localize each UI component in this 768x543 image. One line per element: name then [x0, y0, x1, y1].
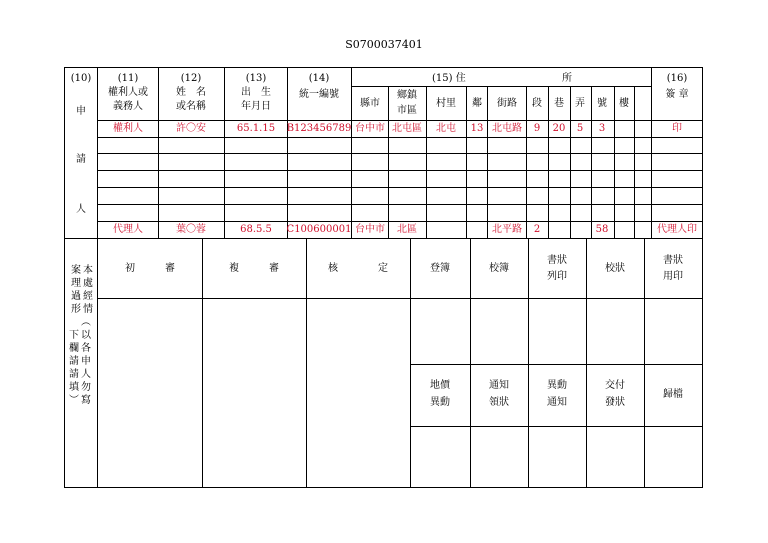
row1-role: 權利人 [113, 123, 143, 134]
proof-register-header: 校簿 [489, 263, 509, 274]
col16-label: 簽 章 [665, 89, 689, 100]
approval-header: 核 定 [328, 263, 388, 274]
process-side-label-col2 [70, 264, 82, 316]
process-side-char: 請 [69, 369, 79, 380]
row2-seal: 代理人印 [657, 224, 697, 235]
process-side-label-col1 [82, 264, 94, 316]
col11-label-line2: 義務人 [113, 101, 143, 112]
col10-number: (10) [70, 73, 92, 84]
row2-birth: 68.5.5 [240, 224, 272, 235]
col12-label-line1: 姓 名 [176, 87, 206, 98]
col14-label: 統一編號 [299, 89, 339, 100]
addr-street-header: 街路 [497, 98, 517, 109]
process-side-char: ︵ [81, 317, 91, 328]
cert-print-header-line1: 書狀 [547, 255, 567, 266]
col11-label-line1: 權利人或 [108, 87, 148, 98]
process-side-char: 形 [71, 304, 81, 315]
addr-town-header-line1: 鄉鎮 [397, 90, 417, 101]
process-side-char: 請 [69, 356, 79, 367]
col11-number: (11) [117, 73, 139, 84]
applicant-side-char-2: 請 [76, 154, 86, 165]
notice-header-line2: 領狀 [489, 397, 509, 408]
notice-header-line1: 通知 [489, 380, 509, 391]
col13-label-line1: 出 生 [241, 87, 271, 98]
row2-town: 北區 [397, 224, 417, 235]
addr-town-header-line2: 市區 [397, 105, 417, 116]
process-side-char: 案 [71, 265, 81, 276]
process-side-char: 下 [69, 330, 79, 341]
cert-seal-header-line2: 用印 [663, 271, 683, 282]
process-side-char: 寫 [81, 395, 91, 406]
process-side-label-col4 [68, 329, 80, 407]
process-side-char: 勿 [81, 382, 91, 393]
row1-birth: 65.1.15 [236, 123, 276, 134]
addr-neighbor-header: 鄰 [472, 98, 482, 109]
cert-seal-header-line1: 書狀 [663, 255, 683, 266]
row1-town: 北屯區 [392, 123, 422, 134]
process-side-char: 本 [83, 265, 93, 276]
col15-suffix: 所 [562, 73, 572, 84]
row1-alley: 5 [576, 123, 584, 134]
document-code: S0700037401 [345, 38, 423, 51]
row2-name: 葉〇蓉 [176, 224, 206, 235]
addr-number-header: 號 [597, 98, 607, 109]
col15-number: (15) 住 [432, 73, 466, 84]
addr-section-header: 段 [532, 98, 542, 109]
col12-number: (12) [180, 73, 202, 84]
col12-label-line2: 或名稱 [176, 101, 206, 112]
register-header: 登簿 [430, 263, 450, 274]
row1-name: 許〇安 [176, 123, 206, 134]
col16-number: (16) [666, 73, 688, 84]
process-side-char: 經 [83, 291, 93, 302]
row1-id: B123456789 [286, 123, 352, 134]
process-side-char: 理 [71, 278, 81, 289]
row2-id: C100600001 [286, 224, 352, 235]
addr-village-header: 村里 [436, 98, 456, 109]
initial-review-header: 初 審 [125, 263, 175, 274]
proof-cert-header: 校狀 [605, 263, 625, 274]
row2-street: 北平路 [492, 224, 522, 235]
addr-floor-header: 樓 [619, 98, 629, 109]
row1-seal: 印 [672, 123, 682, 134]
addr-alley-header: 弄 [575, 98, 585, 109]
row1-street: 北屯路 [492, 123, 522, 134]
process-side-char: 欄 [69, 343, 79, 354]
change-notice-header-line1: 異動 [547, 380, 567, 391]
addr-county-header: 縣市 [360, 98, 380, 109]
process-side-char: 各 [81, 343, 91, 354]
land-value-header-line1: 地價 [430, 380, 450, 391]
deliver-header-line1: 交付 [605, 380, 625, 391]
col14-number: (14) [308, 73, 330, 84]
col13-label-line2: 年月日 [241, 101, 271, 112]
row1-neighbor: 13 [470, 123, 484, 134]
land-value-header-line2: 異動 [430, 397, 450, 408]
process-side-char: ︶ [69, 395, 79, 406]
addr-lane-header: 巷 [554, 98, 564, 109]
change-notice-header-line2: 通知 [547, 397, 567, 408]
applicant-side-char-3: 人 [76, 204, 86, 215]
cert-print-header-line2: 列印 [547, 271, 567, 282]
row2-role: 代理人 [113, 224, 143, 235]
applicant-side-char-1: 申 [76, 106, 86, 117]
process-side-char: 情 [83, 304, 93, 315]
row2-section: 2 [533, 224, 541, 235]
process-side-char: 處 [83, 278, 93, 289]
row2-number: 58 [595, 224, 609, 235]
process-side-char: 填 [69, 382, 79, 393]
row1-village: 北屯 [436, 123, 456, 134]
row1-county: 台中市 [355, 123, 385, 134]
row1-lane: 20 [552, 123, 566, 134]
col13-number: (13) [245, 73, 267, 84]
archive-header: 歸檔 [663, 389, 683, 400]
process-side-char: 過 [71, 291, 81, 302]
process-side-char: 以 [81, 330, 91, 341]
deliver-header-line2: 發狀 [605, 397, 625, 408]
row2-county: 台中市 [355, 224, 385, 235]
process-side-char: 人 [81, 369, 91, 380]
row1-number: 3 [598, 123, 606, 134]
process-side-label-col3 [80, 316, 92, 407]
row1-section: 9 [533, 123, 541, 134]
process-side-char: 申 [81, 356, 91, 367]
second-review-header: 複 審 [229, 263, 279, 274]
